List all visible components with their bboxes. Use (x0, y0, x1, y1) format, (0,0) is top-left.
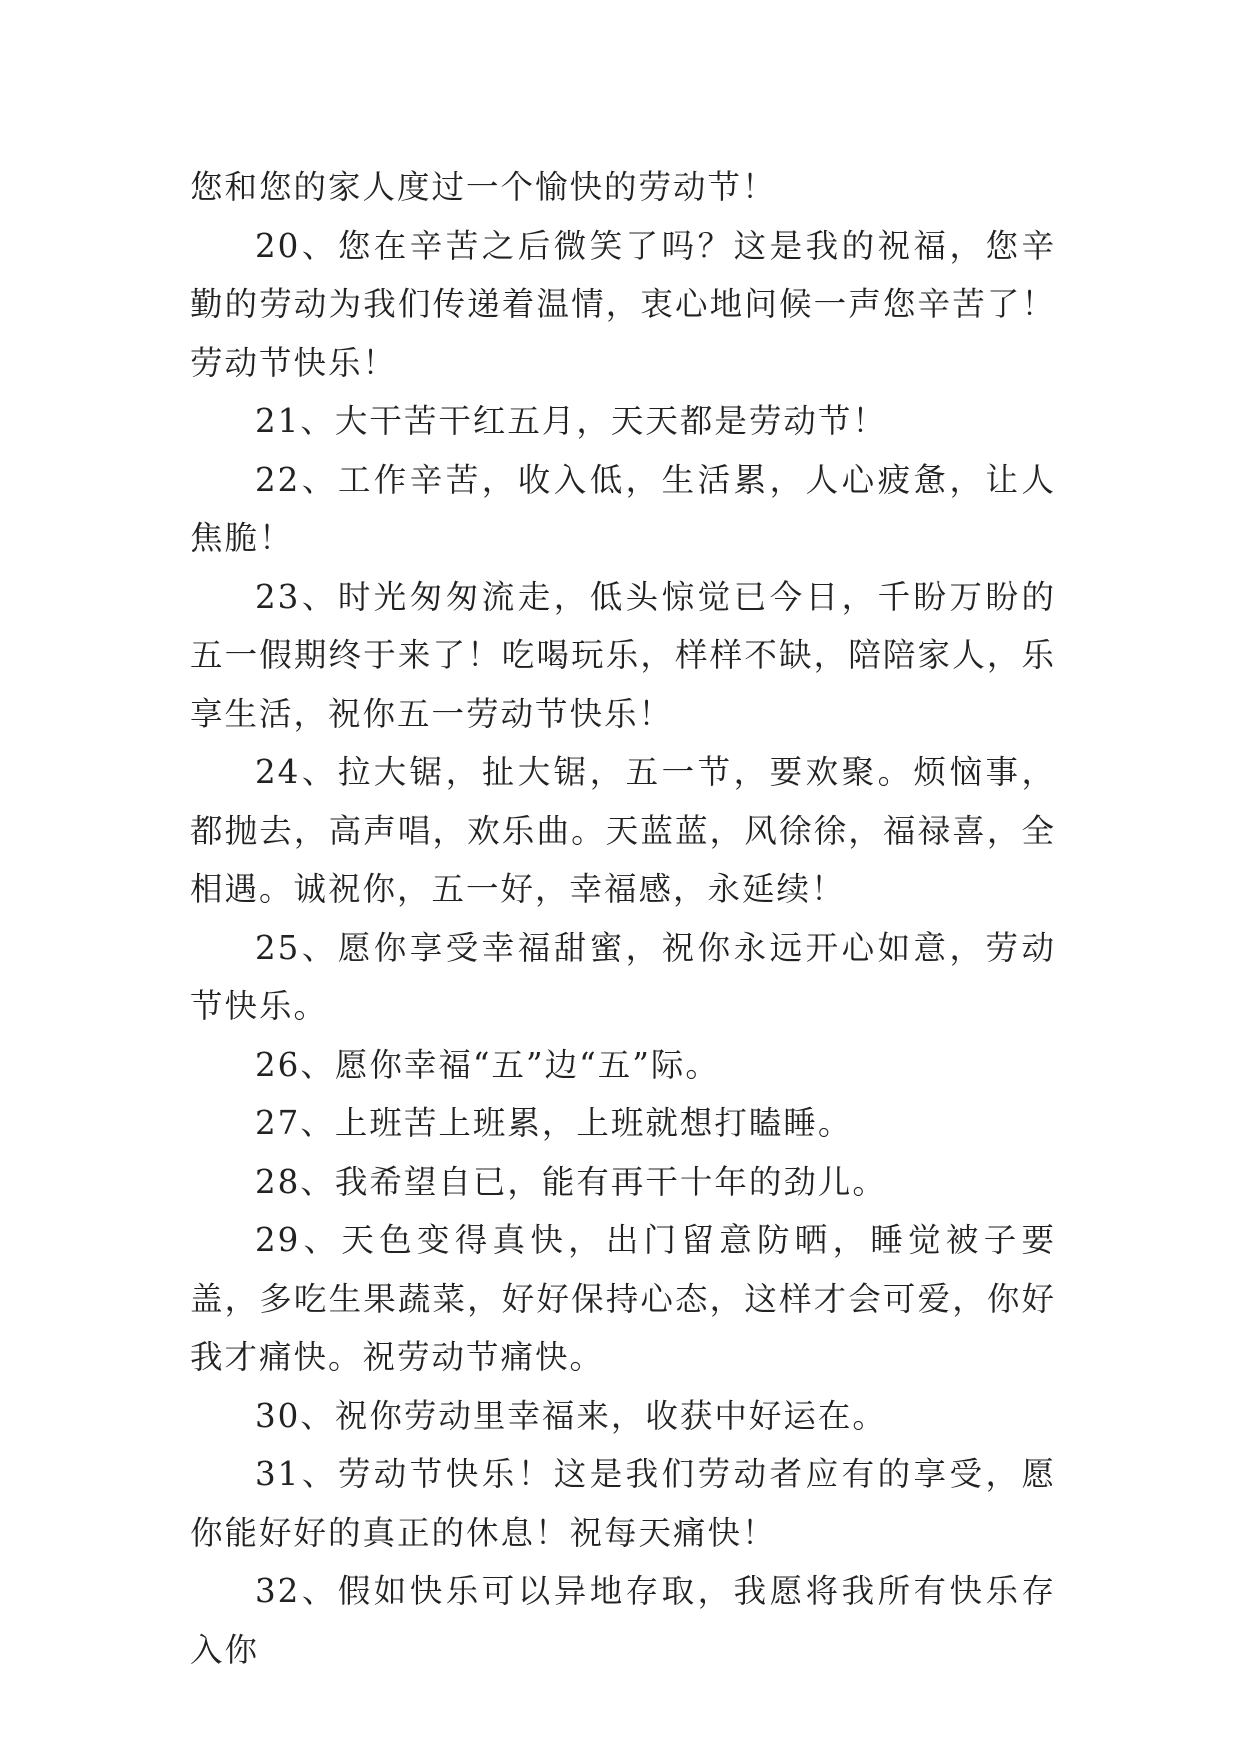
paragraph-29: 29、天色变得真快，出门留意防晒，睡觉被子要盖，多吃生果蔬菜，好好保持心态，这样才会可爱，你好我才痛快。祝劳动节痛快。 (190, 1221, 1056, 1376)
document-body (190, 158, 1056, 1679)
paragraph-20: 20、您在辛苦之后微笑了吗？这是我的祝福，您辛勤的劳动为我们传递着温情，衷心地问候一声您辛苦了！劳动节快乐！ (190, 226, 1056, 382)
paragraph-27: 27、上班苦上班累，上班就想打瞌睡。 (255, 1104, 853, 1142)
paragraph-22: 22、工作辛苦，收入低，生活累，人心疲惫，让人焦脆！ (190, 460, 1056, 557)
paragraph-30: 30、祝你劳动里幸福来，收获中好运在。 (255, 1396, 887, 1435)
paragraph-28: 28、我希望自已，能有再干十年的劲儿。 (255, 1162, 887, 1201)
paragraph-continued: 您和您的家人度过一个愉快的劳动节！ (190, 168, 777, 206)
paragraph-25: 25、愿你享受幸福甜蜜，祝你永远开心如意，劳动节快乐。 (190, 928, 1056, 1025)
paragraph-21: 21、大干苦干红五月，天天都是劳动节！ (255, 402, 887, 440)
paragraph-26: 26、愿你幸福“五”边“五”际。 (255, 1045, 720, 1084)
paragraph-31: 31、劳动节快乐！这是我们劳动者应有的享受，愿你能好好的真正的休息！祝每天痛快！ (190, 1455, 1056, 1552)
paragraph-32: 32、假如快乐可以异地存取，我愿将我所有快乐存入你 (190, 1572, 1056, 1669)
paragraph-24: 24、拉大锯，扯大锯，五一节，要欢聚。烦恼事，都抛去，高声唱，欢乐曲。天蓝蓝，风徐徐，福禄喜，全相遇。诚祝你，五一好，幸福感，永延续！ (190, 753, 1056, 908)
paragraph-23: 23、时光匆匆流走，低头惊觉已今日，千盼万盼的五一假期终于来了！吃喝玩乐，样样不缺，陪陪家人，乐享生活，祝你五一劳动节快乐！ (190, 577, 1056, 733)
